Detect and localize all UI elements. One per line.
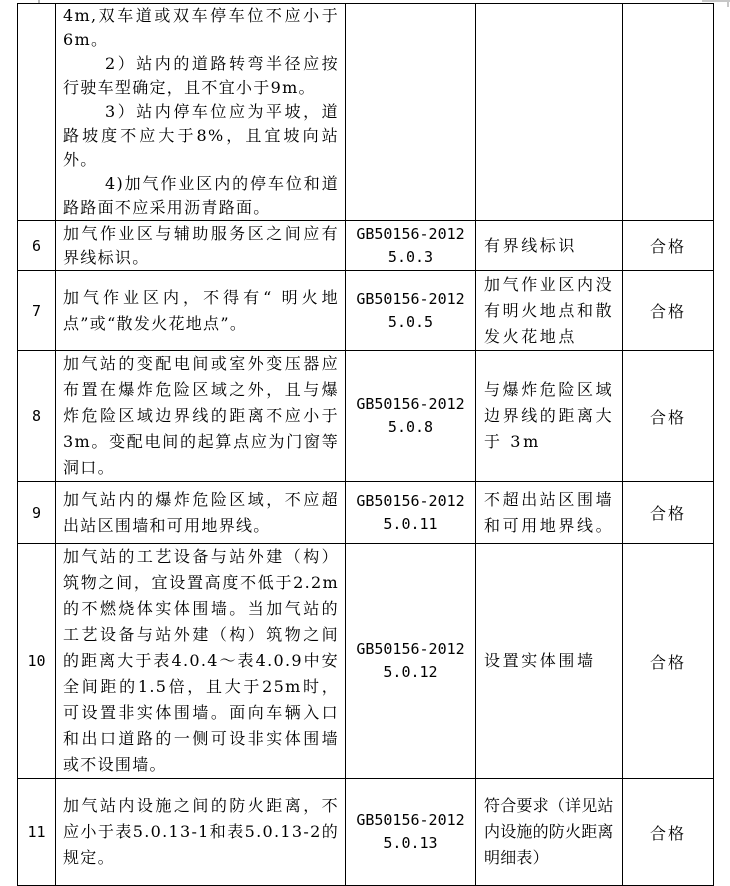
requirement-cell: 加气作业区内，不得有“ 明火地点”或“散发火花地点”。 (56, 271, 346, 351)
standard-code: GB50156-2012 (356, 640, 465, 658)
result-cell: 合格 (623, 544, 714, 779)
standard-clause: 5.0.11 (383, 514, 438, 533)
standard-code: GB50156-2012 (356, 811, 465, 829)
table-row-8 (18, 351, 714, 482)
row-number-cell: 6 (18, 221, 56, 271)
requirement-cell: 加气站的工艺设备与站外建（构）筑物之间，宜设置高度不低于2.2m的不燃烧体实体围墙。当加气站的工艺设备与站外建（构）筑物之间的距离大于表4.0.4～表4.0.9中安全间距的1.5倍，且大于25m时，可设置非实体围墙。面向车辆入口和出口道路的一侧可设非实体围墙或不设围墙。 (56, 544, 346, 779)
requirement-cell (56, 4, 346, 221)
table-row-10 (18, 544, 714, 779)
standard-code: GB50156-2012 (356, 289, 465, 308)
finding-cell: 有界线标识 (476, 221, 623, 271)
requirement-cell: 加气站内设施之间的防火距离，不应小于表5.0.13-1和表5.0.13-2的规定。 (56, 779, 346, 886)
standard-clause: 5.0.12 (383, 663, 438, 681)
standard-ref-cell (346, 779, 476, 886)
standard-clause: 5.0.13 (383, 834, 438, 852)
standard-ref-cell (346, 4, 476, 221)
result-cell: 合格 (623, 482, 714, 544)
row-number-cell: 10 (18, 544, 56, 779)
finding-cell: 与爆炸危险区域边界线的距离大于 3m (476, 351, 623, 482)
table-row-continuation (18, 4, 714, 221)
standard-ref-cell (346, 482, 476, 544)
inspection-checklist-table (17, 3, 714, 886)
requirement-paragraph: 2）站内的道路转弯半径应按行驶车型确定，且不宜小于9m。 (63, 54, 339, 97)
table-row-7 (18, 271, 714, 351)
row-number-cell: 11 (18, 779, 56, 886)
requirement-cell: 加气站的变配电间或室外变压器应布置在爆炸危险区域之外，且与爆炸危险区域边界线的距离不应小于3m。变配电间的起算点应为门窗等洞口。 (56, 351, 346, 482)
row-number-cell: 9 (18, 482, 56, 544)
table-row-6 (18, 221, 714, 271)
standard-clause: 5.0.5 (387, 312, 434, 331)
standard-ref-cell (346, 544, 476, 779)
standard-ref-cell (346, 221, 476, 271)
standard-clause: 5.0.3 (387, 247, 434, 266)
requirement-paragraph: 4m,双车道或双车停车位不应小于6m。 (63, 6, 339, 49)
result-cell (623, 4, 714, 221)
finding-cell: 加气作业区内没有明火地点和散发火花地点 (476, 271, 623, 351)
finding-cell: 符合要求（详见站内设施的防火距离明细表） (476, 779, 623, 886)
requirement-paragraph: 4)加气作业区内的停车位和道路路面不应采用沥青路面。 (63, 174, 339, 217)
requirement-paragraph: 3）站内停车位应为平坡，道路坡度不应大于8%，且宜坡向站外。 (63, 102, 339, 169)
row-number-cell: 7 (18, 271, 56, 351)
standard-ref-cell (346, 271, 476, 351)
result-cell: 合格 (623, 271, 714, 351)
table-row-11 (18, 779, 714, 886)
standard-ref-cell (346, 351, 476, 482)
row-number-cell: 8 (18, 351, 56, 482)
finding-cell (476, 4, 623, 221)
row-number-cell (18, 4, 56, 221)
page-edge-artifact-horizontal (702, 0, 730, 2)
result-cell: 合格 (623, 351, 714, 482)
page-edge-artifact-corner (727, 0, 729, 7)
finding-cell: 设置实体围墙 (476, 544, 623, 779)
requirement-cell: 加气站内的爆炸危险区域，不应超出站区围墙和可用地界线。 (56, 482, 346, 544)
standard-clause: 5.0.8 (387, 418, 434, 436)
result-cell: 合格 (623, 221, 714, 271)
standard-code: GB50156-2012 (356, 224, 465, 243)
requirement-cell: 加气作业区与辅助服务区之间应有界线标识。 (56, 221, 346, 271)
standard-code: GB50156-2012 (356, 395, 465, 413)
finding-cell: 不超出站区围墙和可用地界线。 (476, 482, 623, 544)
standard-code: GB50156-2012 (356, 491, 465, 510)
result-cell: 合格 (623, 779, 714, 886)
table-row-9 (18, 482, 714, 544)
